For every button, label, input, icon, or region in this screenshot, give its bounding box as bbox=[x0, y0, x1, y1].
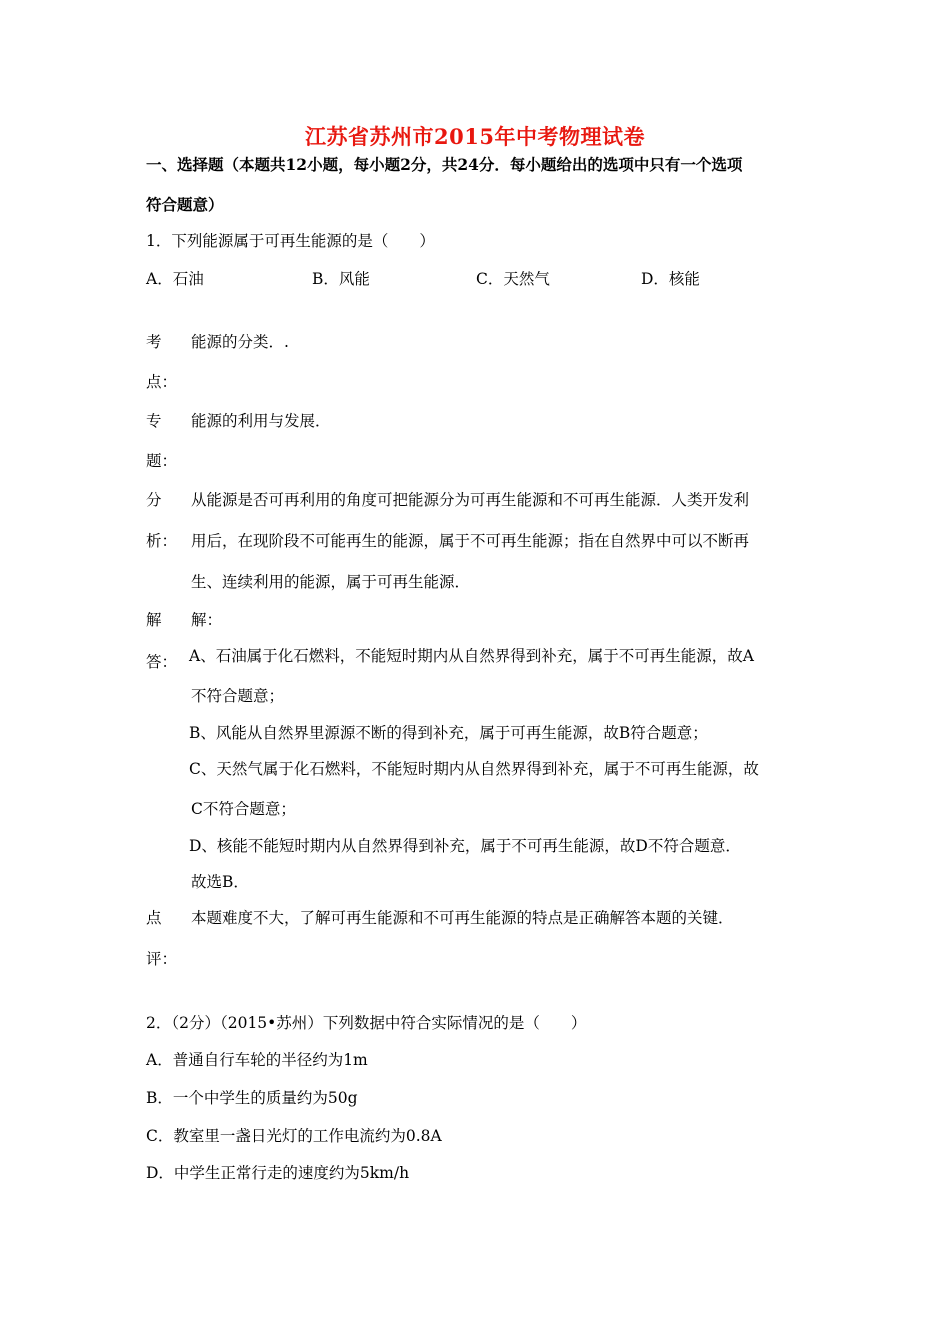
section-heading-line2: 符合题意） bbox=[146, 195, 224, 214]
fenxi-line-2: 用后，在现阶段不可能再生的能源，属于不可再生能源；指在自然界中可以不断再 bbox=[191, 532, 750, 550]
question-1-option-a: A．石油 bbox=[146, 270, 204, 288]
dianping-label-1: 点 bbox=[146, 909, 162, 927]
page-title: 江苏省苏州市2015年中考物理试卷 bbox=[305, 124, 645, 149]
zhuanti-label-2: 题： bbox=[146, 452, 178, 470]
question-2-option-b: B．一个中学生的质量约为50g bbox=[146, 1089, 358, 1107]
kaodian-text: 能源的分类．. bbox=[191, 333, 289, 351]
fenxi-line-3: 生、连续利用的能源，属于可再生能源． bbox=[191, 573, 471, 591]
fenxi-line-1: 从能源是否可再利用的角度可把能源分为可再生能源和不可再生能源．人类开发利 bbox=[191, 491, 750, 509]
jieda-line-3: 不符合题意； bbox=[191, 687, 285, 705]
jieda-line-2: A、石油属于化石燃料，不能短时期内从自然界得到补充，属于不可再生能源，故A bbox=[189, 647, 754, 665]
kaodian-label-1: 考 bbox=[146, 333, 162, 351]
zhuanti-label-1: 专 bbox=[146, 412, 162, 430]
jieda-label-2: 答： bbox=[146, 653, 178, 671]
jieda-line-6: C不符合题意； bbox=[191, 800, 296, 818]
jieda-line-4: B、风能从自然界里源源不断的得到补充，属于可再生能源，故B符合题意； bbox=[189, 724, 708, 742]
section-heading-line1: 一、选择题（本题共12小题，每小题2分，共24分．每小题给出的选项中只有一个选项 bbox=[146, 155, 743, 174]
question-1-option-b: B．风能 bbox=[312, 270, 370, 288]
jieda-line-8: 故选B． bbox=[191, 873, 249, 891]
kaodian-label-2: 点： bbox=[146, 373, 178, 391]
jieda-line-1: 解： bbox=[191, 611, 223, 629]
question-1-stem: 1．下列能源属于可再生能源的是（ ） bbox=[146, 232, 435, 250]
question-1-option-d: D．核能 bbox=[641, 270, 700, 288]
question-2-option-c: C．教室里一盏日光灯的工作电流约为0.8A bbox=[146, 1127, 442, 1145]
dianping-text: 本题难度不大，了解可再生能源和不可再生能源的特点是正确解答本题的关键． bbox=[191, 909, 734, 927]
question-1-option-c: C．天然气 bbox=[476, 270, 550, 288]
fenxi-label-2: 析： bbox=[146, 532, 178, 550]
question-2-stem: 2．（2分）（2015•苏州）下列数据中符合实际情况的是（ ） bbox=[146, 1014, 587, 1032]
question-2-option-a: A．普通自行车轮的半径约为1m bbox=[146, 1051, 368, 1069]
dianping-label-2: 评： bbox=[146, 950, 178, 968]
jieda-line-5: C、天然气属于化石燃料，不能短时期内从自然界得到补充，属于不可再生能源，故 bbox=[189, 760, 759, 778]
fenxi-label-1: 分 bbox=[146, 491, 162, 509]
zhuanti-text: 能源的利用与发展． bbox=[191, 412, 331, 430]
question-2-option-d: D．中学生正常行走的速度约为5km/h bbox=[146, 1164, 410, 1182]
jieda-label-1: 解 bbox=[146, 611, 162, 629]
jieda-line-7: D、核能不能短时期内从自然界得到补充，属于不可再生能源，故D不符合题意． bbox=[189, 837, 741, 855]
